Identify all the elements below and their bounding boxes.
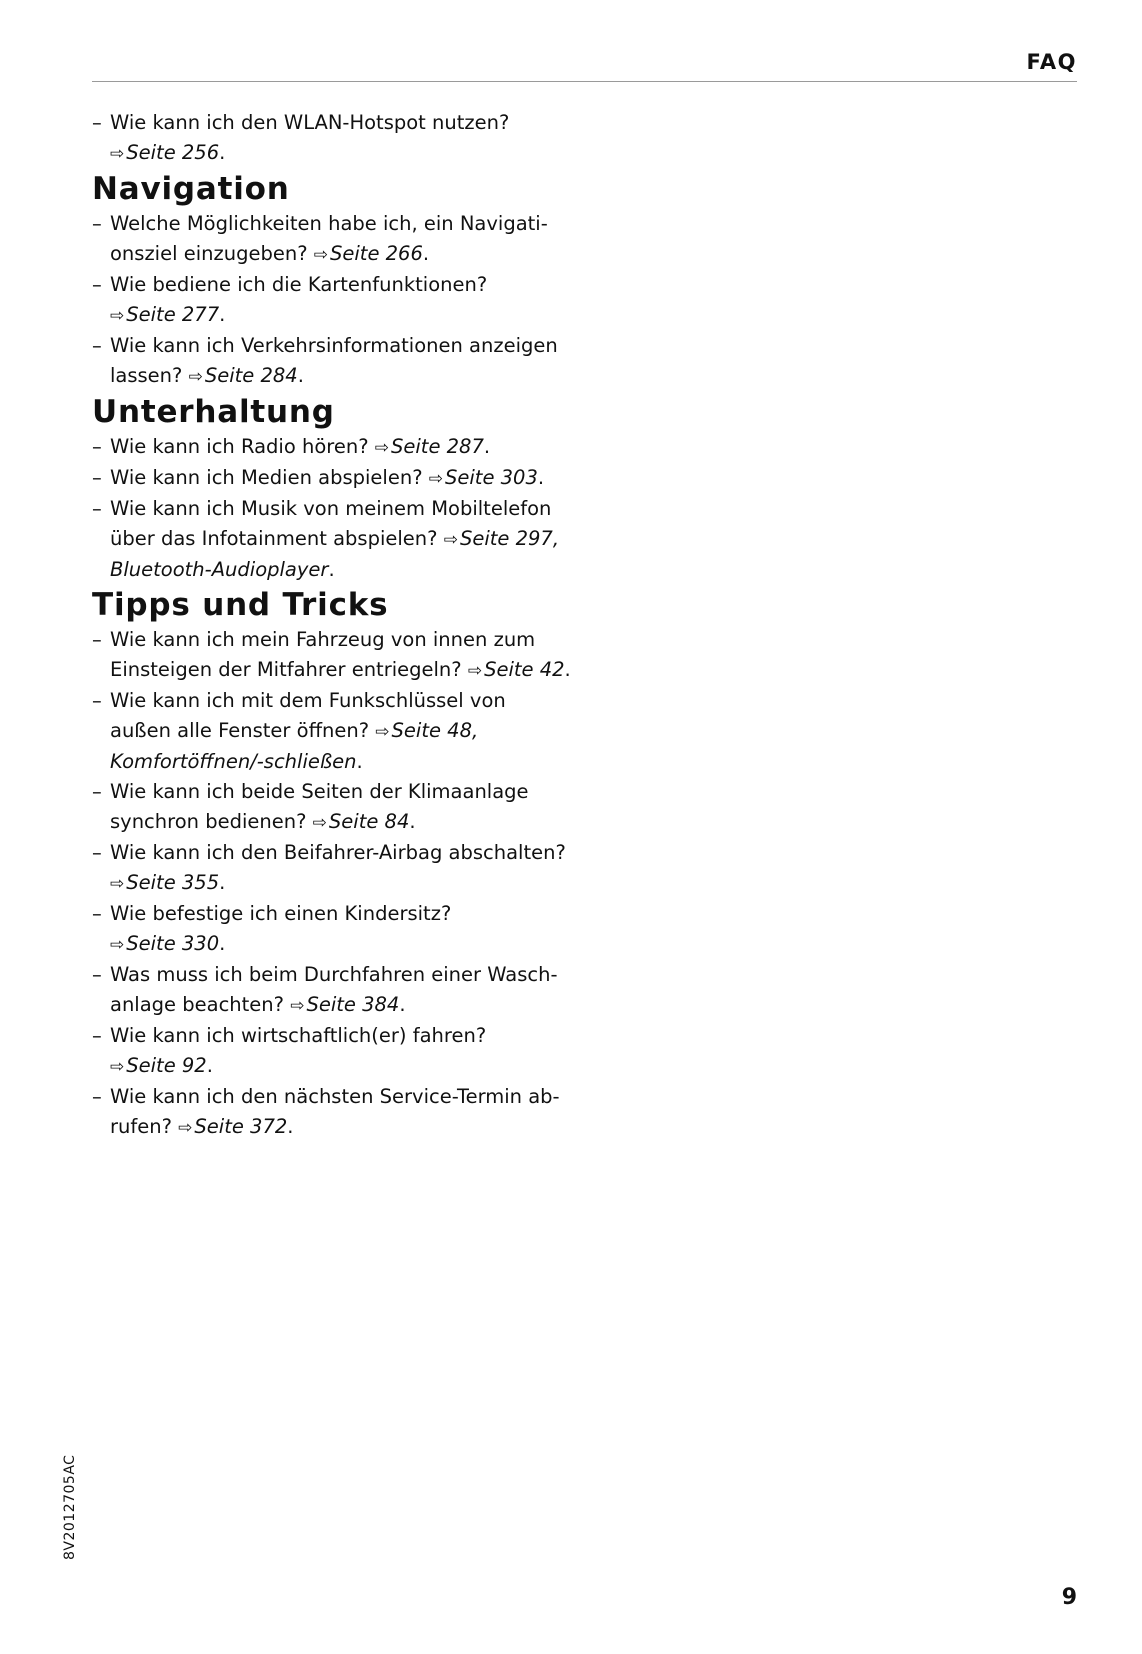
section-heading-tips: Tipps und Tricks <box>92 587 389 623</box>
page-reference-link[interactable]: ⇨ Seite 287 <box>374 435 484 458</box>
document-code: 8V2012705AC <box>62 1454 78 1560</box>
question-text: Wie kann ich mit dem Funkschlüssel von außen alle Fenster öffnen? <box>110 689 506 742</box>
list-dash: – <box>92 466 102 489</box>
page-header-title: FAQ <box>1026 50 1077 74</box>
list-dash: – <box>92 435 102 458</box>
list-dash: – <box>92 841 102 864</box>
question-text: Wie kann ich Musik von meinem Mobiltelefon über das Infotainment abspielen? <box>110 497 552 550</box>
list-item: – Wie kann ich beide Seiten der Klimaanlage synchron bedienen? ⇨ Seite 84. <box>92 777 572 838</box>
question-text: Wie bediene ich die Kartenfunktionen? <box>110 273 488 296</box>
section-heading-navigation: Navigation <box>92 171 290 207</box>
intro-list <box>92 108 572 169</box>
question-text: Wie befestige ich einen Kindersitz? <box>110 902 452 925</box>
list-dash: – <box>92 1024 102 1047</box>
arrow-right-icon: ⇨ <box>312 813 327 833</box>
list-dash: – <box>92 1085 102 1108</box>
section-heading-entertainment: Unterhaltung <box>92 394 335 430</box>
question-text: Wie kann ich den nächsten Service-Termin abrufen? <box>110 1085 560 1138</box>
page-number: 9 <box>1061 1585 1077 1610</box>
page-reference-link[interactable]: ⇨ Seite 284 <box>188 364 298 387</box>
page-reference-link[interactable]: ⇨ Seite 266 <box>313 242 423 265</box>
arrow-right-icon: ⇨ <box>110 874 125 894</box>
page-reference-link[interactable]: ⇨ Seite 84 <box>312 810 410 833</box>
list-item: – Wie befestige ich einen Kindersitz? ⇨ Seite 330. <box>92 899 572 960</box>
list-item: – Welche Möglichkeiten habe ich, ein Navigationsziel einzugeben? ⇨ Seite 266. <box>92 209 572 270</box>
navigation-list <box>92 209 572 392</box>
question-text: Wie kann ich den Beifahrer-Airbag abschalten? <box>110 841 566 864</box>
page-reference-link[interactable]: ⇨ Seite 384 <box>290 993 400 1016</box>
page-reference-link[interactable]: ⇨ Seite 42 <box>467 658 565 681</box>
list-dash: – <box>92 963 102 986</box>
faq-content <box>92 108 572 1143</box>
page-reference-link[interactable]: ⇨ Seite 355 <box>110 871 220 894</box>
list-item: – Wie kann ich mit dem Funkschlüssel von außen alle Fenster öffnen? ⇨ Seite 48, Komfortöffnen/-schließen. <box>92 686 572 777</box>
list-item: – Wie kann ich den nächsten Service-Termin abrufen? ⇨ Seite 372. <box>92 1082 572 1143</box>
page-reference-link[interactable]: ⇨ Seite 372 <box>178 1115 288 1138</box>
question-text: Wie kann ich den WLAN-Hotspot nutzen? <box>110 111 510 134</box>
list-item: – Wie kann ich Musik von meinem Mobiltelefon über das Infotainment abspielen? ⇨ Seite 297, Bluetooth-Audioplayer. <box>92 494 572 585</box>
list-item: – Was muss ich beim Durchfahren einer Waschanlage beachten? ⇨ Seite 384. <box>92 960 572 1021</box>
arrow-right-icon: ⇨ <box>374 438 390 458</box>
list-dash: – <box>92 334 102 357</box>
list-item: – Wie kann ich Radio hören? ⇨ Seite 287. <box>92 432 572 463</box>
list-dash: – <box>92 273 102 296</box>
page-reference-link[interactable]: ⇨ Seite 92 <box>110 1054 207 1077</box>
reference-topic[interactable]: Komfortöffnen/-schließen <box>110 750 357 773</box>
entertainment-list <box>92 432 572 585</box>
arrow-right-icon: ⇨ <box>290 996 305 1016</box>
reference-topic[interactable]: Bluetooth-Audioplayer <box>110 558 329 581</box>
list-item: – Wie kann ich den WLAN-Hotspot nutzen? ⇨ Seite 256. <box>92 108 572 169</box>
list-dash: – <box>92 689 102 712</box>
list-item: – Wie bediene ich die Kartenfunktionen? ⇨ Seite 277. <box>92 270 572 331</box>
arrow-right-icon: ⇨ <box>375 722 390 742</box>
arrow-right-icon: ⇨ <box>313 245 328 265</box>
arrow-right-icon: ⇨ <box>110 306 125 326</box>
list-item: – Wie kann ich wirtschaftlich(er) fahren? ⇨ Seite 92. <box>92 1021 572 1082</box>
page-reference-link[interactable]: ⇨ Seite 256 <box>110 141 220 164</box>
list-item: – Wie kann ich Medien abspielen? ⇨ Seite 303. <box>92 463 572 494</box>
question-text: Wie kann ich wirtschaftlich(er) fahren? <box>110 1024 487 1047</box>
question-text: Wie kann ich Radio hören? <box>110 435 369 458</box>
list-dash: – <box>92 780 102 803</box>
list-item: – Wie kann ich Verkehrsinformationen anzeigen lassen? ⇨ Seite 284. <box>92 331 572 392</box>
question-text: Welche Möglichkeiten habe ich, ein Navigationsziel einzugeben? <box>110 212 548 265</box>
list-item: – Wie kann ich mein Fahrzeug von innen zum Einsteigen der Mitfahrer entriegeln? ⇨ Seite 42. <box>92 625 572 686</box>
arrow-right-icon: ⇨ <box>467 661 483 681</box>
question-text: Wie kann ich mein Fahrzeug von innen zum Einsteigen der Mitfahrer entriegeln? <box>110 628 536 681</box>
question-text: Wie kann ich Medien abspielen? <box>110 466 423 489</box>
question-text: Wie kann ich Verkehrsinformationen anzeigen lassen? <box>110 334 558 387</box>
page-reference-link[interactable]: ⇨ Seite 330 <box>110 932 220 955</box>
arrow-right-icon: ⇨ <box>178 1118 193 1138</box>
arrow-right-icon: ⇨ <box>188 367 203 387</box>
question-text: Wie kann ich beide Seiten der Klimaanlage synchron bedienen? <box>110 780 529 833</box>
page-reference-link[interactable]: ⇨ Seite 297, <box>443 527 560 550</box>
list-dash: – <box>92 628 102 651</box>
page-reference-link[interactable]: ⇨ Seite 48, <box>375 719 479 742</box>
question-text: Was muss ich beim Durchfahren einer Waschanlage beachten? <box>110 963 558 1016</box>
page-reference-link[interactable]: ⇨ Seite 277 <box>110 303 220 326</box>
list-dash: – <box>92 497 102 520</box>
arrow-right-icon: ⇨ <box>443 530 458 550</box>
list-dash: – <box>92 212 102 235</box>
header-divider <box>92 81 1077 82</box>
arrow-right-icon: ⇨ <box>110 1057 125 1077</box>
list-dash: – <box>92 902 102 925</box>
arrow-right-icon: ⇨ <box>428 469 444 489</box>
page-reference-link[interactable]: ⇨ Seite 303 <box>428 466 538 489</box>
list-item: – Wie kann ich den Beifahrer-Airbag abschalten? ⇨ Seite 355. <box>92 838 572 899</box>
arrow-right-icon: ⇨ <box>110 935 125 955</box>
list-dash: – <box>92 111 102 134</box>
arrow-right-icon: ⇨ <box>110 144 125 164</box>
tips-list <box>92 625 572 1143</box>
